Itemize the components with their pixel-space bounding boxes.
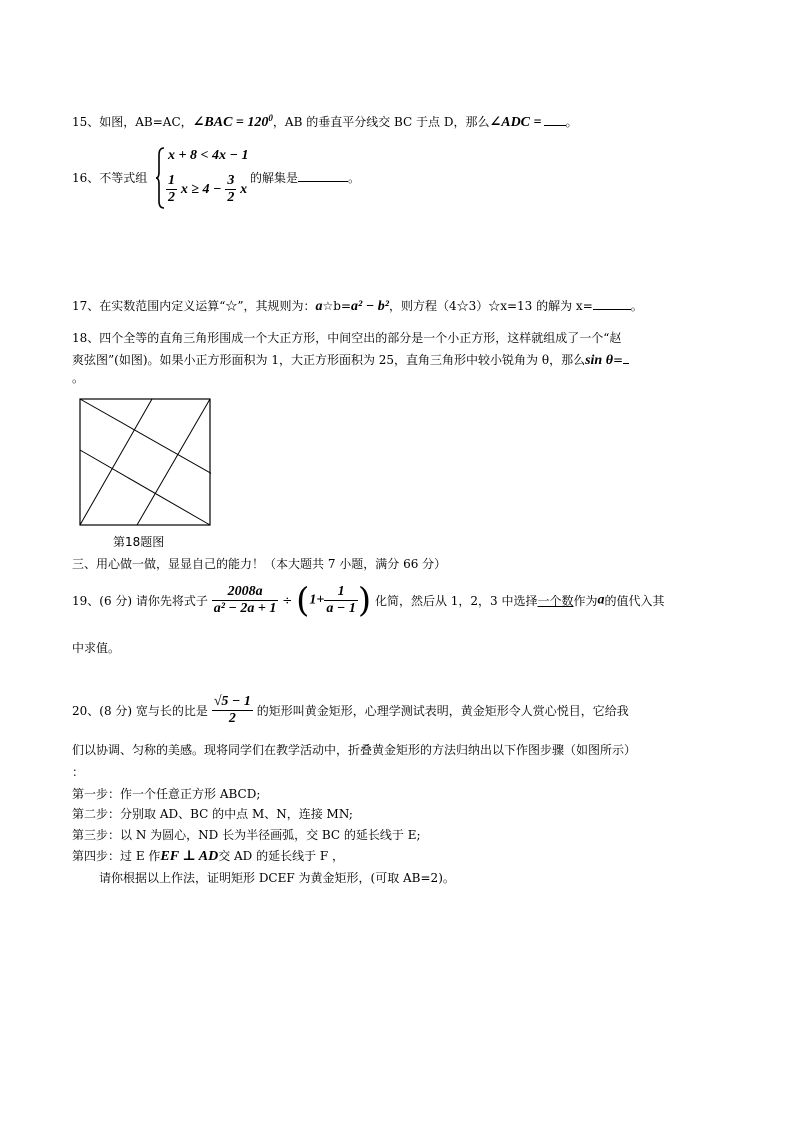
step-4-prefix: 第四步：过 E 作: [72, 849, 161, 863]
q17-end: 。: [630, 299, 643, 313]
q19-line-2: 中求值。: [72, 641, 121, 655]
q16-end: 。: [348, 171, 361, 185]
q19-after: 作为: [573, 594, 598, 608]
rule-expression: a² − b²: [351, 299, 389, 314]
inequality-1: x + 8 < 4x − 1: [168, 148, 249, 163]
divide-sign: ÷: [282, 593, 293, 608]
frac-half: $\frac{1}{2}$: [168, 173, 175, 205]
triangle-hypotenuse-right: [137, 399, 210, 525]
ineq2-middle: x ≥ 4 −: [180, 182, 222, 197]
step-4: [72, 848, 344, 865]
degree-mark: 0: [268, 113, 273, 123]
zhao-shuang-diagram: [79, 398, 211, 526]
q19-prefix: 19、(6 分) 请你先将式子: [72, 594, 208, 608]
paren-open: (: [296, 580, 310, 621]
golden-ratio-fraction: $\frac{√5 - 1}{2}$: [213, 694, 251, 726]
q16-prefix: 16、不等式组: [72, 171, 148, 185]
system-brace: [155, 147, 165, 209]
q18-line-2-text: 爽弦图”(如图)。如果小正方形面积为 1，大正方形面积为 25，直角三角形中较小锐角为 θ，那么: [72, 353, 586, 367]
figure-18-caption: 第18题图: [113, 535, 165, 549]
q20-line-1: [72, 694, 629, 727]
inequality-2: [166, 173, 247, 206]
q18-line-2: [72, 352, 629, 369]
ineq2-end: x: [240, 182, 248, 197]
q16-suffix-line: [250, 170, 360, 186]
answer-blank-15[interactable]: [544, 115, 566, 126]
step-1: 第一步：作一个任意正方形 ABCD;: [72, 787, 261, 801]
answer-blank-16[interactable]: [298, 171, 348, 182]
angle-bac: ∠BAC = 120: [192, 115, 269, 130]
rule-a: a: [315, 299, 323, 314]
one-plus: 1+: [309, 592, 325, 608]
var-a: a: [597, 592, 605, 608]
triangle-hypotenuse-left: [80, 399, 152, 525]
q15-prefix: 15、如图，AB=AC，: [72, 115, 193, 129]
q18-line-3: 。: [72, 371, 85, 385]
question-15: [72, 110, 578, 131]
ef-perp-ad: EF ⊥ AD: [160, 849, 219, 864]
q19-underlined: 一个数: [537, 594, 574, 608]
paren-close: ): [357, 580, 372, 621]
sin-theta: sin θ: [585, 353, 613, 368]
fraction-one-over-a-minus-1: $\frac{1}{a - 1}$: [326, 584, 356, 616]
question-17: [72, 298, 643, 315]
q19-end: 的值代入其: [604, 594, 665, 608]
q20-conclusion: 请你根据以上作法，证明矩形 DCEF 为黄金矩形，(可取 AB=2)。: [99, 871, 455, 885]
step-4-end: 交 AD 的延长线于 F ，: [218, 849, 345, 863]
frac-three-halves: $\frac{3}{2}$: [227, 173, 235, 205]
q20-line-3: ：: [72, 765, 85, 779]
q18-line-1: 18、四个全等的直角三角形围成一个大正方形，中间空出的部分是一个小正方形，这样就组成了一个“赵: [72, 331, 622, 345]
q20-line-2: 们以协调、匀称的美感。现将同学们在教学活动中，折叠黄金矩形的方法归纳出以下作图步骤（如图所示）: [72, 743, 637, 757]
step-3: 第三步：以 N 为圆心，ND 长为半径画弧，交 BC 的延长线于 E;: [72, 828, 421, 842]
q15-mid: ，AB 的垂直平分线交 BC 于点 D，那么: [272, 115, 490, 129]
section-3-title: 三、用心做一做，显显自己的能力！（本大题共 7 小题，满分 66 分）: [72, 557, 447, 571]
fraction-2008a: $\frac{2008a}{\text{a² − 2a + 1}}$: [213, 584, 277, 616]
q17-mid: ，则方程（4☆3）☆x=13 的解为 x=: [388, 299, 593, 313]
rule-star: ☆b=: [322, 299, 352, 313]
q15-end: 。: [565, 115, 578, 129]
q20-prefix: 20、(8 分) 宽与长的比是: [72, 704, 208, 718]
answer-blank-18[interactable]: [623, 353, 629, 364]
q19-line-1: [72, 580, 665, 621]
q17-prefix: 17、在实数范围内定义运算“☆”，其规则为：: [72, 299, 316, 313]
step-2: 第二步：分别取 AD、BC 的中点 M、N，连接 MN;: [72, 807, 353, 821]
q20-mid: 的矩形叫黄金矩形，心理学测试表明，黄金矩形令人赏心悦目，它给我: [256, 704, 629, 718]
q18-equals: =: [612, 353, 624, 367]
q16-suffix: 的解集是: [250, 171, 299, 185]
angle-adc: ∠ADC =: [489, 115, 542, 130]
answer-blank-17[interactable]: [593, 299, 631, 310]
q19-mid: 化简，然后从 1，2，3 中选择: [374, 594, 538, 608]
